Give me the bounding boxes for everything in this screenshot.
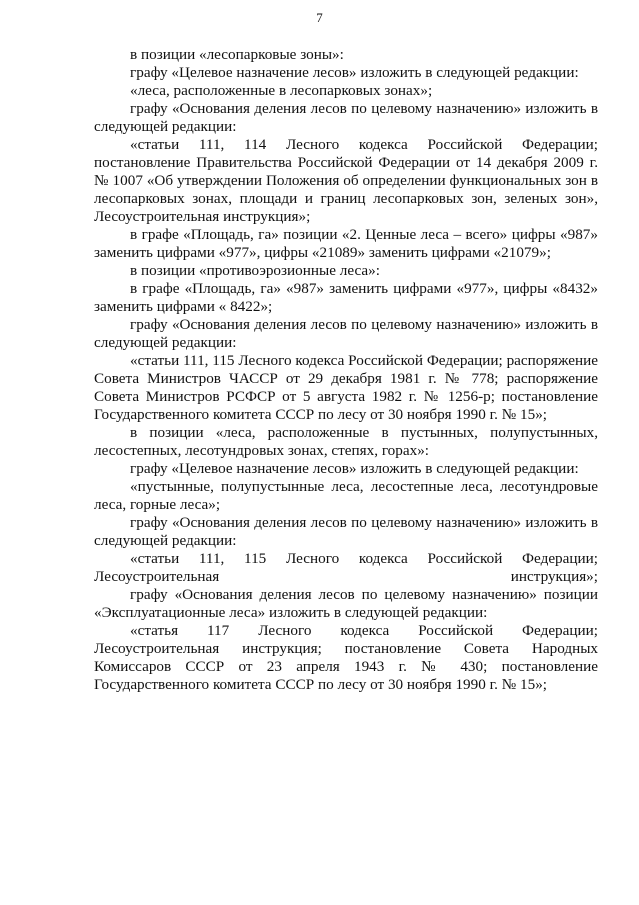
paragraph: «статьи 111, 115 Лесного кодекса Российской Федерации; распоряжение Совета Министров ЧАССР от 29 декабря 1981 г. № 778; распоряжение Совета Министров РСФСР от 5 августа 1982 г. № 1256-р; постановление Государственного комитета СССР по лесу от 30 ноября 1990 г. № 15»; <box>94 352 598 423</box>
paragraph: в позиции «леса, расположенные в пустынных, полупустынных, лесостепных, лесотундровых зонах, степях, горах»: <box>94 424 598 459</box>
paragraph: графу «Целевое назначение лесов» изложить в следующей редакции: <box>130 460 579 477</box>
paragraph: графу «Основания деления лесов по целевому назначению» изложить в следующей редакции: <box>94 514 598 549</box>
page-number: 7 <box>316 10 323 25</box>
paragraph: в позиции «противоэрозионные леса»: <box>130 262 380 279</box>
paragraph: «статьи 111, 115 Лесного кодекса Российской Федерации; Лесоустроительная инструкция»; <box>94 550 598 585</box>
paragraph: в графе «Площадь, га» «987» заменить цифрами «977», цифры «8432» заменить цифрами « 8422»; <box>94 280 598 315</box>
document-body <box>94 46 598 694</box>
paragraph: графу «Целевое назначение лесов» изложить в следующей редакции: <box>130 64 579 81</box>
paragraph: графу «Основания деления лесов по целевому назначению» изложить в следующей редакции: <box>94 316 598 351</box>
paragraph: «статья 117 Лесного кодекса Российской Федерации; Лесоустроительная инструкция; постановление Совета Народных Комиссаров СССР от 23 апреля 1943 г. № 430; постановление Государственного комитета СССР по лесу от 30 ноября 1990 г. № 15»; <box>94 622 598 693</box>
paragraph: «статьи 111, 114 Лесного кодекса Российской Федерации; постановление Правительства Российской Федерации от 14 декабря 2009 г. № 1007 «Об утверждении Положения об определении функциональных зон в лесопарковых зонах, площади и границ лесопарковых зон, зеленых зон», Лесоустроительная инструкция»; <box>94 136 598 225</box>
paragraph: «леса, расположенные в лесопарковых зонах»; <box>130 82 433 99</box>
paragraph: графу «Основания деления лесов по целевому назначению» изложить в следующей редакции: <box>94 100 598 135</box>
paragraph: в позиции «лесопарковые зоны»: <box>130 46 344 63</box>
paragraph: «пустынные, полупустынные леса, лесостепные леса, лесотундровые леса, горные леса»; <box>94 478 598 513</box>
paragraph: графу «Основания деления лесов по целевому назначению» позиции «Эксплуатационные леса» изложить в следующей редакции: <box>94 586 598 621</box>
paragraph: в графе «Площадь, га» позиции «2. Ценные леса – всего» цифры «987» заменить цифрами «977», цифры «21089» заменить цифрами «21079»; <box>94 226 598 261</box>
